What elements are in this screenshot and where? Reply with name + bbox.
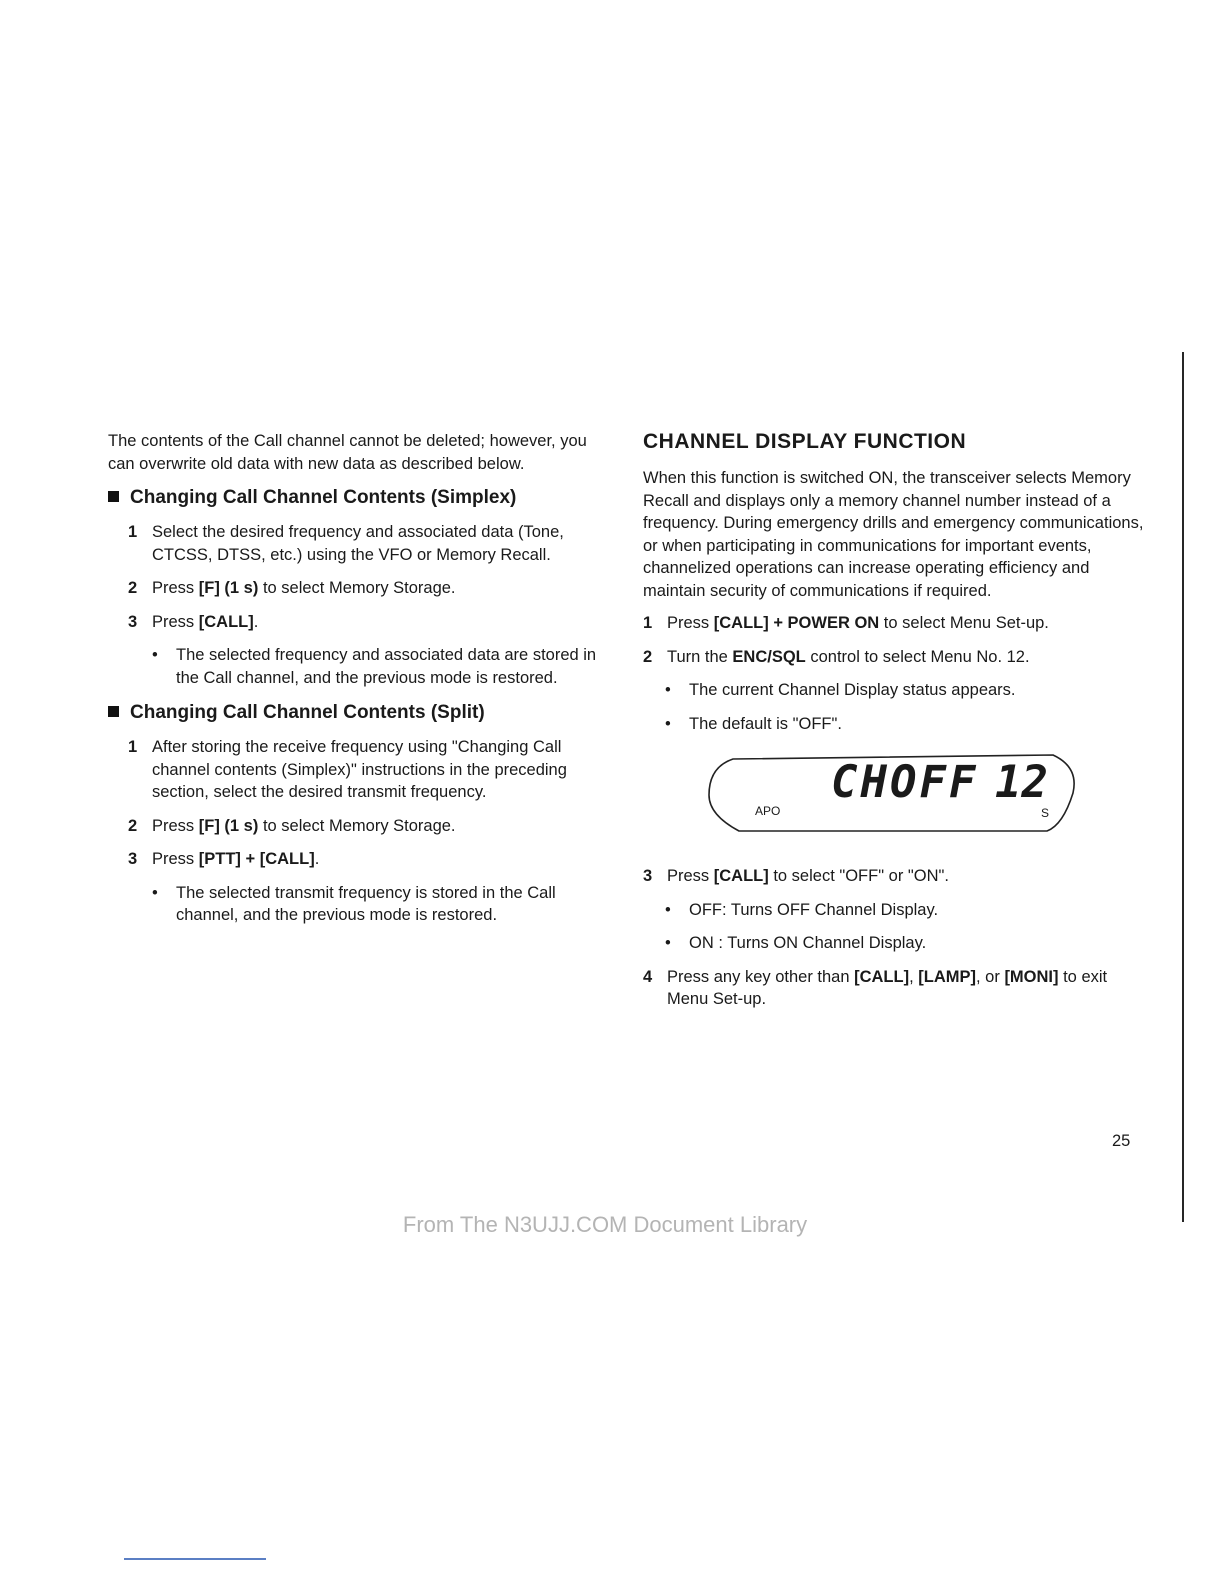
split-result-bullet [108,882,608,927]
lcd-apo-label: APO [755,804,781,818]
bullet-text: The selected frequency and associated data are stored in the Call channel, and the previous mode is restored. [176,646,597,687]
key-label: [MONI] [1004,967,1059,986]
simplex-step-3 [108,611,608,634]
simplex-step-2 [108,577,608,600]
step-number: 3 [128,612,138,631]
split-step-1 [108,736,608,804]
section-heading-split [108,700,608,726]
menu-step-3 [643,865,1148,888]
bullet-dot-icon [152,882,176,927]
step2-bullet-default [643,713,1148,736]
footer-source-watermark: From The N3UJJ.COM Document Library [402,1212,808,1237]
bottom-link-rule [124,1558,266,1560]
bullet-text: The default is "OFF". [689,714,842,733]
step-number: 1 [128,523,138,541]
key-label: ENC/SQL [732,647,806,666]
menu-step-2 [643,646,1148,669]
step-number: 4 [643,967,653,986]
step-number: 3 [128,850,138,868]
square-bullet-icon [108,491,119,502]
menu-step-4 [643,966,1148,1011]
key-label: [CALL] [198,612,254,631]
step-text: Press any key other than [CALL], [LAMP], or [MONI] to exit Menu Set-up. [667,967,1108,1008]
simplex-result-bullet [108,644,608,689]
step3-bullet-on [643,932,1148,955]
menu-step-1 [643,612,1148,635]
step-number: 1 [643,614,653,632]
bullet-text: The current Channel Display status appears. [689,681,1016,699]
step-number: 2 [128,816,138,835]
bullet-dot-icon [665,932,689,955]
bullet-text: The selected transmit frequency is stored in the Call channel, and the previous mode is restored. [176,883,556,924]
step-text: Select the desired frequency and associated data (Tone, CTCSS, DTSS, etc.) using the VFO or Memory Recall. [152,523,564,564]
section-heading-simplex [108,485,608,511]
simplex-step-1 [108,521,608,566]
bullet-text: OFF: Turns OFF Channel Display. [689,900,939,919]
step-text: After storing the receive frequency using "Changing Call channel contents (Simplex)" instructions in the preceding section, select the desired transmit frequency. [152,738,567,801]
split-step-3 [108,848,608,871]
right-intro-paragraph: When this function is switched ON, the transceiver selects Memory Recall and displays only a memory channel number instead of a frequency. During emergency drills and emergency communications, or when participating in communications for important events, channelized operations can increase operating efficiency and maintain security of communications if required. [643,469,1144,600]
page-number: 25 [1112,1132,1131,1150]
right-column [643,428,1148,1022]
split-step-2 [108,815,608,838]
lcd-display-figure [705,753,1081,833]
step-text: Press [F] (1 s) to select Memory Storage. [152,816,456,835]
step2-bullet-status [643,679,1148,702]
left-intro-paragraph: The contents of the Call channel cannot be deleted; however, you can overwrite old data with new data as described below. [108,432,587,473]
key-label: [PTT] + [CALL] [198,850,315,868]
step-text: Press [PTT] + [CALL]. [152,850,320,868]
split-heading-text: Changing Call Channel Contents (Split) [130,702,485,723]
step-text: Press [CALL] to select "OFF" or "ON". [667,867,949,885]
bullet-dot-icon [665,899,689,922]
step-number: 2 [128,579,138,597]
step-text: Turn the ENC/SQL control to select Menu No. 12. [667,647,1030,666]
key-label: [F] (1 s) [198,579,259,597]
binding-edge-line [1182,352,1184,1222]
bullet-dot-icon [665,713,689,736]
step-text: Press [CALL] + POWER ON to select Menu Set-up. [667,614,1049,632]
bullet-text: ON : Turns ON Channel Display. [689,934,927,952]
step-number: 3 [643,867,653,885]
key-label: [CALL] [713,867,769,885]
step-text: Press [CALL]. [152,612,259,631]
key-label: [F] (1 s) [198,816,259,835]
step-number: 2 [643,647,653,666]
bullet-dot-icon [665,679,689,702]
lcd-menu-number: 12 [995,757,1048,808]
step3-bullet-off [643,899,1148,922]
square-bullet-icon [108,706,119,717]
simplex-heading-text: Changing Call Channel Contents (Simplex) [130,487,517,508]
key-label: [LAMP] [918,967,976,986]
bullet-dot-icon [152,644,176,689]
section-title: CHANNEL DISPLAY FUNCTION [643,430,967,453]
step-number: 1 [128,738,138,756]
key-label: [CALL] [854,967,910,986]
left-column [108,430,608,938]
key-label: [CALL] + POWER ON [713,614,880,632]
lcd-s-label: S [1041,806,1050,820]
lcd-main-readout: CHOFF [831,757,979,808]
step-text: Press [F] (1 s) to select Memory Storage. [152,579,456,597]
